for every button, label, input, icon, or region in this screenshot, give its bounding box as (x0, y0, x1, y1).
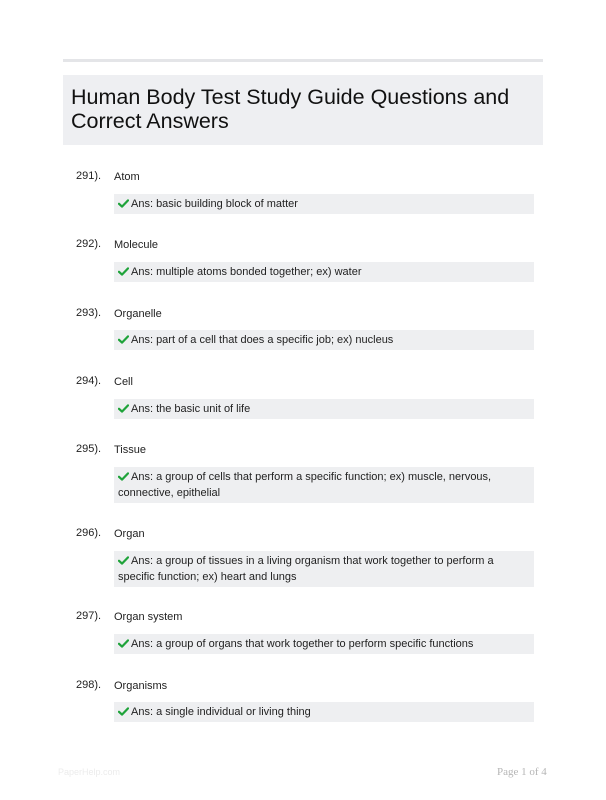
answer-text: Ans: multiple atoms bonded together; ex) water (131, 266, 362, 278)
answer-text: Ans: a group of organs that work together to perform specific functions (131, 638, 474, 650)
check-icon (118, 404, 129, 413)
question-number: 291). (76, 170, 102, 182)
check-icon (118, 707, 129, 716)
answer-text: Ans: the basic unit of life (131, 403, 251, 415)
footer-watermark: PaperHelp.com (58, 767, 121, 777)
question-term: Cell (114, 376, 133, 388)
check-icon (118, 267, 129, 276)
check-icon (118, 472, 129, 481)
answer-text: Ans: a group of cells that perform a specific function; ex) muscle, nervous, connective, epithelial (118, 471, 492, 499)
question-term: Atom (114, 171, 140, 183)
page-title: Human Body Test Study Guide Questions and Correct Answers (71, 85, 510, 133)
question-term: Organ system (114, 611, 183, 623)
question-term: Tissue (114, 444, 146, 456)
answer-box (114, 262, 534, 282)
answer-box (114, 194, 534, 214)
question-term: Molecule (114, 239, 159, 251)
question-number: 294). (76, 375, 102, 387)
check-icon (118, 639, 129, 648)
answer-box (114, 399, 534, 419)
check-icon (118, 199, 129, 208)
answer-text: Ans: a group of tissues in a living organism that work together to perform a specific function; ex) heart and lungs (118, 555, 494, 583)
answer-text: Ans: a single individual or living thing (131, 706, 311, 718)
question-term: Organelle (114, 308, 162, 320)
answer-box (114, 702, 534, 722)
question-number: 293). (76, 307, 102, 319)
page-number: Page 1 of 4 (497, 766, 547, 778)
question-number: 297). (76, 610, 102, 622)
check-icon (118, 556, 129, 565)
answer-text: Ans: basic building block of matter (131, 198, 298, 210)
question-number: 296). (76, 527, 102, 539)
answer-box (114, 467, 534, 503)
answer-text: Ans: part of a cell that does a specific job; ex) nucleus (131, 334, 394, 346)
answer-box (114, 330, 534, 350)
check-icon (118, 335, 129, 344)
question-term: Organ (114, 528, 145, 540)
question-number: 292). (76, 238, 102, 250)
question-number: 295). (76, 443, 102, 455)
question-term: Organisms (114, 680, 168, 692)
answer-box (114, 551, 534, 587)
answer-box (114, 634, 534, 654)
question-number: 298). (76, 679, 102, 691)
